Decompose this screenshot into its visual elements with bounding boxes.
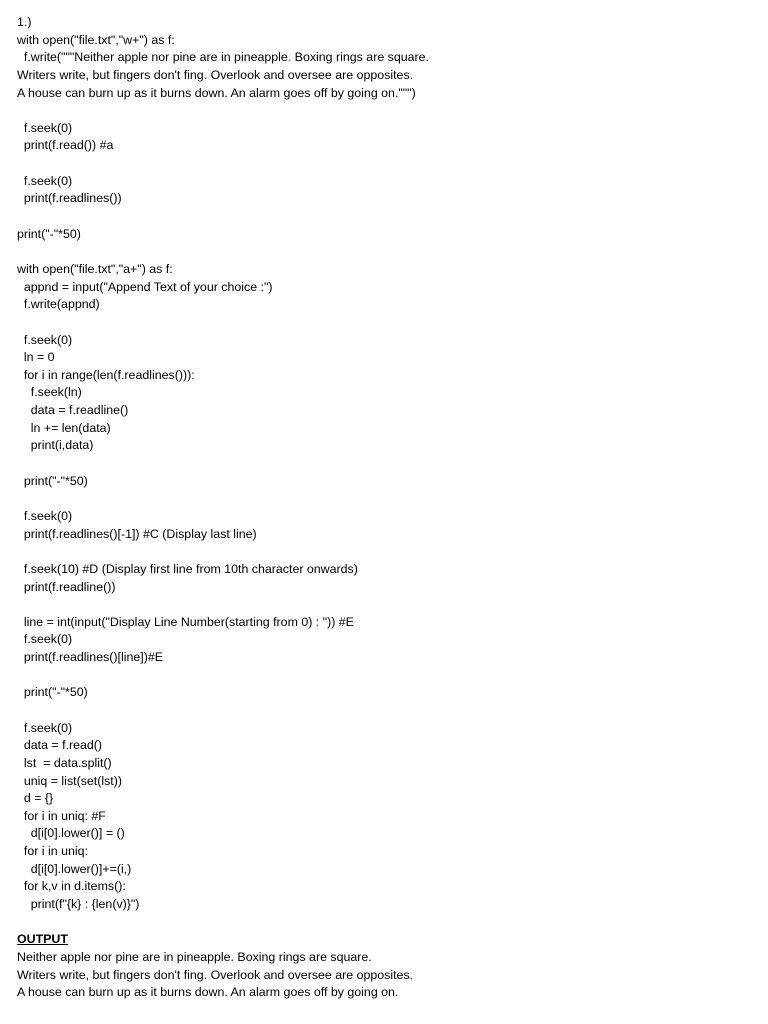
text-line: f.seek(0) (17, 632, 73, 647)
text-line: lst = data.split() (17, 755, 112, 770)
text-line: appnd = input("Append Text of your choice :") (17, 279, 273, 294)
text-line: d[i[0].lower()] = () (17, 826, 125, 841)
text-line: print(f.readlines()) (17, 191, 122, 206)
text-line: d = {} (17, 791, 54, 806)
text-line: data = f.readline() (17, 403, 129, 418)
text-line: print(f.readlines()[line])#E (17, 650, 163, 665)
text-line: f.seek(0) (17, 120, 73, 135)
text-line: f.write(appnd) (17, 297, 100, 312)
text-line: print("-"*50) (17, 685, 88, 700)
text-line: with open("file.txt","w+") as f: (17, 32, 175, 47)
text-line: with open("file.txt","a+") as f: (17, 261, 173, 276)
document-body (17, 14, 757, 1002)
text-line: d[i[0].lower()]+=(i,) (17, 861, 132, 876)
text-line: print(f.read()) #a (17, 138, 114, 153)
blank-line (17, 314, 757, 332)
text-line: ln = 0 (17, 350, 55, 365)
blank-line (17, 155, 757, 173)
text-line: f.seek(0) (17, 720, 73, 735)
text-line: f.seek(ln) (17, 385, 82, 400)
blank-line (17, 102, 757, 120)
text-line: Writers write, but fingers don't fing. Overlook and oversee are opposites. (17, 67, 414, 82)
text-line: uniq = list(set(lst)) (17, 773, 122, 788)
blank-line (17, 914, 757, 932)
text-line: f.seek(0) (17, 508, 73, 523)
text-line: print("-"*50) (17, 473, 88, 488)
blank-line (17, 455, 757, 473)
text-line: for i in uniq: #F (17, 808, 106, 823)
blank-line (17, 596, 757, 614)
text-line: f.seek(0) (17, 173, 73, 188)
blank-line (17, 243, 757, 261)
text-line: print(f"{k} : {len(v)}") (17, 897, 140, 912)
text-line: print("-"*50) (17, 226, 81, 241)
text-line: Writers write, but fingers don't fing. Overlook and oversee are opposites. (17, 967, 414, 982)
text-line: A house can burn up as it burns down. An alarm goes off by going on.""") (17, 85, 416, 100)
text-line: data = f.read() (17, 738, 103, 753)
text-line: ln += len(data) (17, 420, 111, 435)
blank-line (17, 667, 757, 685)
text-line: f.seek(10) #D (Display first line from 10th character onwards) (17, 561, 358, 576)
text-line: f.seek(0) (17, 332, 73, 347)
blank-line (17, 490, 757, 508)
text-line: line = int(input("Display Line Number(starting from 0) : ")) #E (17, 614, 354, 629)
output-heading: OUTPUT (17, 932, 68, 947)
blank-line (17, 208, 757, 226)
text-line: f.write("""Neither apple nor pine are in pineapple. Boxing rings are square. (17, 50, 429, 65)
text-line: print(f.readline()) (17, 579, 116, 594)
text-line: for i in uniq: (17, 844, 88, 859)
text-line: A house can burn up as it burns down. An alarm goes off by going on. (17, 985, 399, 1000)
text-line: 1.) (17, 15, 32, 29)
text-line: for i in range(len(f.readlines())): (17, 367, 195, 382)
text-line: print(f.readlines()[-1]) #C (Display last line) (17, 526, 257, 541)
text-line: print(i,data) (17, 438, 94, 453)
text-line: Neither apple nor pine are in pineapple. Boxing rings are square. (17, 949, 372, 964)
blank-line (17, 702, 757, 720)
text-line: for k,v in d.items(): (17, 879, 126, 894)
blank-line (17, 543, 757, 561)
